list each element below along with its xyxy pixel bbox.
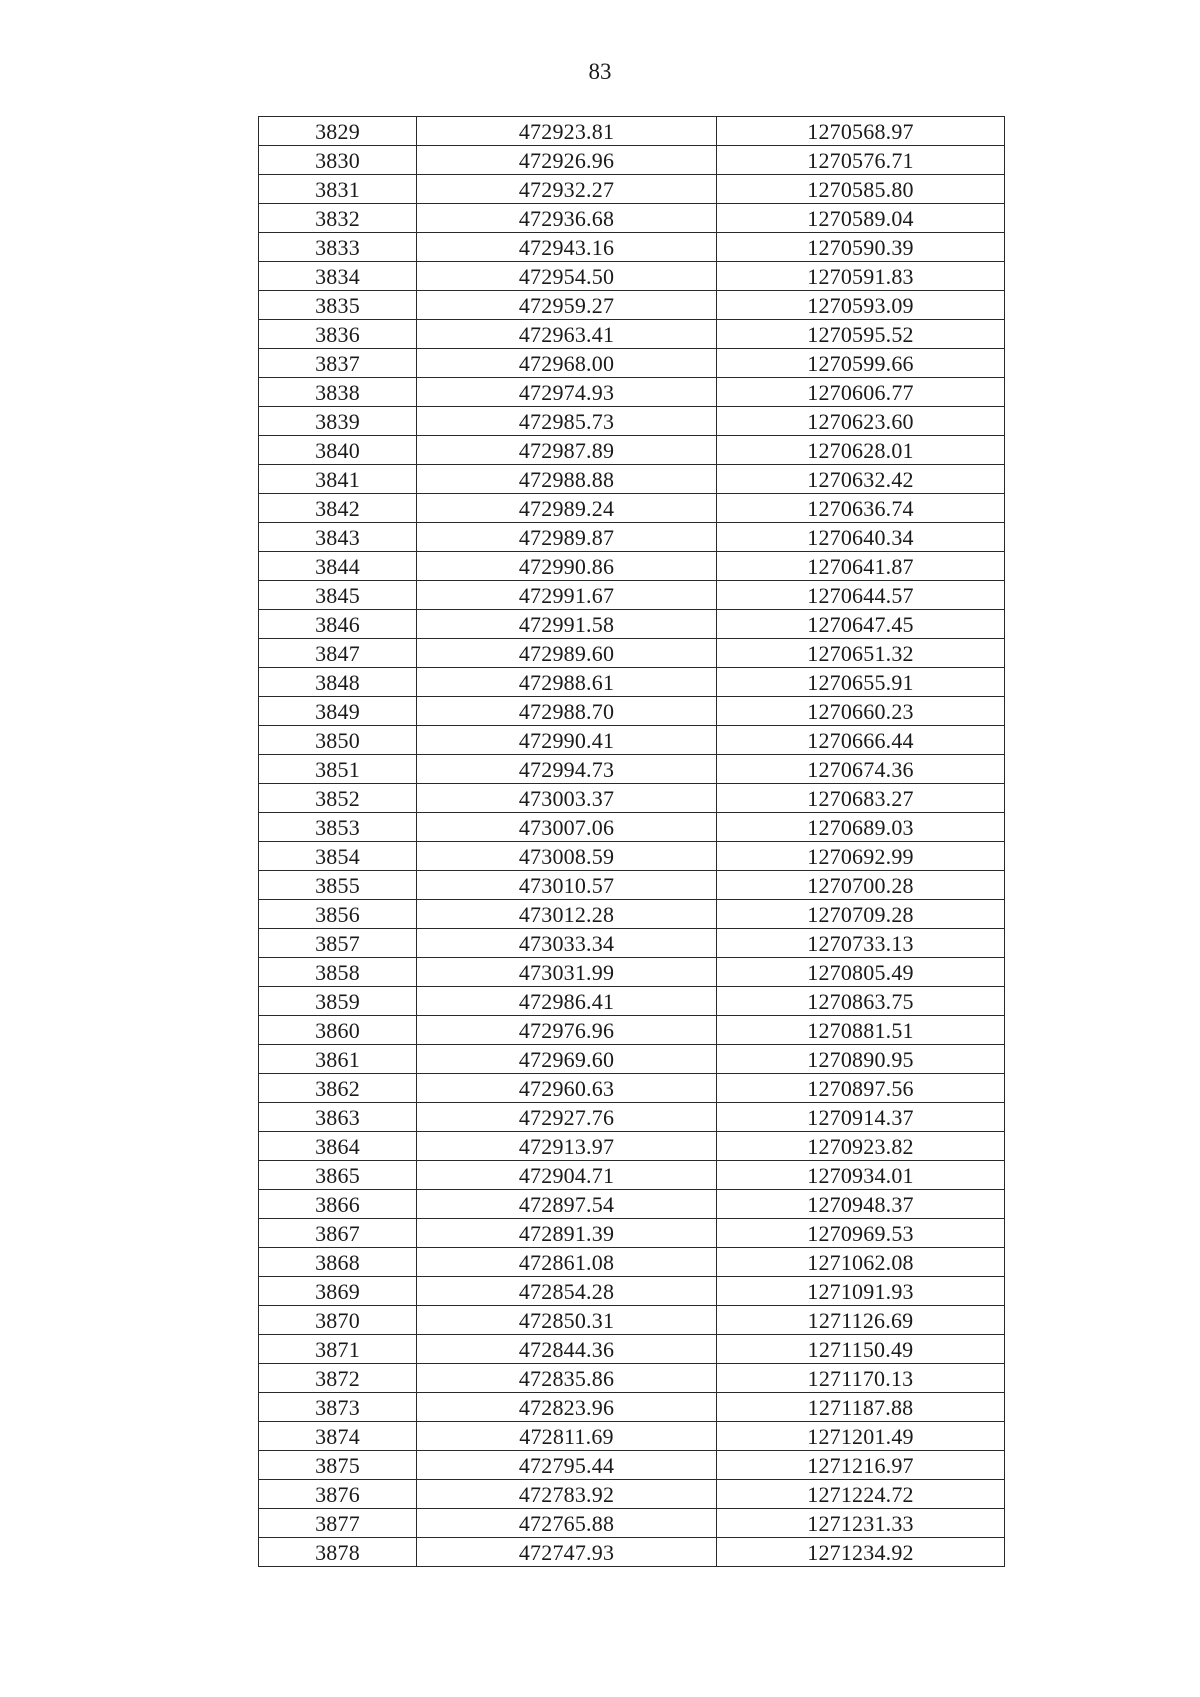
y-coordinate-cell: 1270651.32 <box>717 639 1005 668</box>
x-coordinate-cell: 472988.88 <box>417 465 717 494</box>
x-coordinate-cell: 472954.50 <box>417 262 717 291</box>
table-row <box>259 1451 1005 1480</box>
y-coordinate-cell: 1270591.83 <box>717 262 1005 291</box>
x-coordinate-cell: 472963.41 <box>417 320 717 349</box>
x-coordinate-cell: 472943.16 <box>417 233 717 262</box>
table-row <box>259 262 1005 291</box>
point-number-cell: 3830 <box>259 146 417 175</box>
point-number-cell: 3854 <box>259 842 417 871</box>
point-number-cell: 3865 <box>259 1161 417 1190</box>
table-row <box>259 900 1005 929</box>
y-coordinate-cell: 1270969.53 <box>717 1219 1005 1248</box>
table-row <box>259 784 1005 813</box>
x-coordinate-cell: 473012.28 <box>417 900 717 929</box>
point-number-cell: 3846 <box>259 610 417 639</box>
point-number-cell: 3843 <box>259 523 417 552</box>
y-coordinate-cell: 1270640.34 <box>717 523 1005 552</box>
x-coordinate-cell: 473008.59 <box>417 842 717 871</box>
y-coordinate-cell: 1270593.09 <box>717 291 1005 320</box>
point-number-cell: 3861 <box>259 1045 417 1074</box>
point-number-cell: 3868 <box>259 1248 417 1277</box>
point-number-cell: 3833 <box>259 233 417 262</box>
table-row <box>259 842 1005 871</box>
x-coordinate-cell: 472926.96 <box>417 146 717 175</box>
x-coordinate-cell: 473003.37 <box>417 784 717 813</box>
y-coordinate-cell: 1270700.28 <box>717 871 1005 900</box>
y-coordinate-cell: 1270674.36 <box>717 755 1005 784</box>
table-row <box>259 291 1005 320</box>
y-coordinate-cell: 1270585.80 <box>717 175 1005 204</box>
table-row <box>259 552 1005 581</box>
table-row <box>259 1422 1005 1451</box>
point-number-cell: 3858 <box>259 958 417 987</box>
x-coordinate-cell: 472795.44 <box>417 1451 717 1480</box>
table-row <box>259 436 1005 465</box>
x-coordinate-cell: 472991.67 <box>417 581 717 610</box>
table-row <box>259 1219 1005 1248</box>
point-number-cell: 3834 <box>259 262 417 291</box>
table-row <box>259 204 1005 233</box>
point-number-cell: 3870 <box>259 1306 417 1335</box>
point-number-cell: 3871 <box>259 1335 417 1364</box>
y-coordinate-cell: 1270890.95 <box>717 1045 1005 1074</box>
y-coordinate-cell: 1270881.51 <box>717 1016 1005 1045</box>
y-coordinate-cell: 1271224.72 <box>717 1480 1005 1509</box>
y-coordinate-cell: 1270689.03 <box>717 813 1005 842</box>
x-coordinate-cell: 473031.99 <box>417 958 717 987</box>
y-coordinate-cell: 1271150.49 <box>717 1335 1005 1364</box>
point-number-cell: 3832 <box>259 204 417 233</box>
table-body <box>259 117 1005 1567</box>
table-row <box>259 1509 1005 1538</box>
y-coordinate-cell: 1270805.49 <box>717 958 1005 987</box>
point-number-cell: 3862 <box>259 1074 417 1103</box>
point-number-cell: 3850 <box>259 726 417 755</box>
table-row <box>259 1074 1005 1103</box>
y-coordinate-cell: 1270595.52 <box>717 320 1005 349</box>
table-row <box>259 523 1005 552</box>
y-coordinate-cell: 1271216.97 <box>717 1451 1005 1480</box>
point-number-cell: 3864 <box>259 1132 417 1161</box>
x-coordinate-cell: 472861.08 <box>417 1248 717 1277</box>
x-coordinate-cell: 472811.69 <box>417 1422 717 1451</box>
table-row <box>259 1103 1005 1132</box>
table-row <box>259 494 1005 523</box>
point-number-cell: 3874 <box>259 1422 417 1451</box>
y-coordinate-cell: 1270666.44 <box>717 726 1005 755</box>
x-coordinate-cell: 472969.60 <box>417 1045 717 1074</box>
table-row <box>259 1132 1005 1161</box>
point-number-cell: 3873 <box>259 1393 417 1422</box>
point-number-cell: 3867 <box>259 1219 417 1248</box>
table-row <box>259 987 1005 1016</box>
point-number-cell: 3869 <box>259 1277 417 1306</box>
x-coordinate-cell: 472904.71 <box>417 1161 717 1190</box>
y-coordinate-cell: 1271231.33 <box>717 1509 1005 1538</box>
point-number-cell: 3856 <box>259 900 417 929</box>
x-coordinate-cell: 472835.86 <box>417 1364 717 1393</box>
point-number-cell: 3859 <box>259 987 417 1016</box>
x-coordinate-cell: 472989.87 <box>417 523 717 552</box>
table-row <box>259 755 1005 784</box>
x-coordinate-cell: 472968.00 <box>417 349 717 378</box>
y-coordinate-cell: 1271091.93 <box>717 1277 1005 1306</box>
point-number-cell: 3841 <box>259 465 417 494</box>
y-coordinate-cell: 1270647.45 <box>717 610 1005 639</box>
table-row <box>259 726 1005 755</box>
x-coordinate-cell: 472927.76 <box>417 1103 717 1132</box>
point-number-cell: 3851 <box>259 755 417 784</box>
x-coordinate-cell: 472765.88 <box>417 1509 717 1538</box>
table-row <box>259 1045 1005 1074</box>
x-coordinate-cell: 473010.57 <box>417 871 717 900</box>
x-coordinate-cell: 472987.89 <box>417 436 717 465</box>
table-row <box>259 871 1005 900</box>
point-number-cell: 3857 <box>259 929 417 958</box>
table-row <box>259 1277 1005 1306</box>
table-row <box>259 407 1005 436</box>
point-number-cell: 3840 <box>259 436 417 465</box>
y-coordinate-cell: 1270923.82 <box>717 1132 1005 1161</box>
x-coordinate-cell: 472960.63 <box>417 1074 717 1103</box>
point-number-cell: 3839 <box>259 407 417 436</box>
point-number-cell: 3878 <box>259 1538 417 1567</box>
x-coordinate-cell: 472986.41 <box>417 987 717 1016</box>
table-row <box>259 349 1005 378</box>
y-coordinate-cell: 1271170.13 <box>717 1364 1005 1393</box>
point-number-cell: 3838 <box>259 378 417 407</box>
x-coordinate-cell: 472747.93 <box>417 1538 717 1567</box>
y-coordinate-cell: 1270897.56 <box>717 1074 1005 1103</box>
table-row <box>259 1538 1005 1567</box>
point-number-cell: 3831 <box>259 175 417 204</box>
y-coordinate-cell: 1271187.88 <box>717 1393 1005 1422</box>
point-number-cell: 3855 <box>259 871 417 900</box>
point-number-cell: 3866 <box>259 1190 417 1219</box>
x-coordinate-cell: 472936.68 <box>417 204 717 233</box>
point-number-cell: 3837 <box>259 349 417 378</box>
page-number: 83 <box>588 59 612 84</box>
y-coordinate-cell: 1270934.01 <box>717 1161 1005 1190</box>
table-row <box>259 1190 1005 1219</box>
x-coordinate-cell: 472844.36 <box>417 1335 717 1364</box>
point-number-cell: 3877 <box>259 1509 417 1538</box>
x-coordinate-cell: 472823.96 <box>417 1393 717 1422</box>
x-coordinate-cell: 472783.92 <box>417 1480 717 1509</box>
y-coordinate-cell: 1270636.74 <box>717 494 1005 523</box>
coordinates-table <box>258 116 1005 1567</box>
y-coordinate-cell: 1270632.42 <box>717 465 1005 494</box>
point-number-cell: 3844 <box>259 552 417 581</box>
point-number-cell: 3875 <box>259 1451 417 1480</box>
x-coordinate-cell: 472976.96 <box>417 1016 717 1045</box>
point-number-cell: 3872 <box>259 1364 417 1393</box>
y-coordinate-cell: 1270733.13 <box>717 929 1005 958</box>
x-coordinate-cell: 472897.54 <box>417 1190 717 1219</box>
y-coordinate-cell: 1270644.57 <box>717 581 1005 610</box>
table-row <box>259 639 1005 668</box>
x-coordinate-cell: 472990.86 <box>417 552 717 581</box>
x-coordinate-cell: 473033.34 <box>417 929 717 958</box>
table-row <box>259 1335 1005 1364</box>
y-coordinate-cell: 1270599.66 <box>717 349 1005 378</box>
y-coordinate-cell: 1270692.99 <box>717 842 1005 871</box>
table-row <box>259 465 1005 494</box>
table-row <box>259 1364 1005 1393</box>
point-number-cell: 3836 <box>259 320 417 349</box>
point-number-cell: 3863 <box>259 1103 417 1132</box>
x-coordinate-cell: 472991.58 <box>417 610 717 639</box>
y-coordinate-cell: 1270660.23 <box>717 697 1005 726</box>
y-coordinate-cell: 1270655.91 <box>717 668 1005 697</box>
x-coordinate-cell: 472959.27 <box>417 291 717 320</box>
table-row <box>259 117 1005 146</box>
x-coordinate-cell: 472989.60 <box>417 639 717 668</box>
y-coordinate-cell: 1270863.75 <box>717 987 1005 1016</box>
y-coordinate-cell: 1270576.71 <box>717 146 1005 175</box>
x-coordinate-cell: 472932.27 <box>417 175 717 204</box>
x-coordinate-cell: 473007.06 <box>417 813 717 842</box>
y-coordinate-cell: 1270568.97 <box>717 117 1005 146</box>
y-coordinate-cell: 1270589.04 <box>717 204 1005 233</box>
x-coordinate-cell: 472854.28 <box>417 1277 717 1306</box>
y-coordinate-cell: 1270683.27 <box>717 784 1005 813</box>
table-row <box>259 697 1005 726</box>
x-coordinate-cell: 472985.73 <box>417 407 717 436</box>
x-coordinate-cell: 472989.24 <box>417 494 717 523</box>
x-coordinate-cell: 472850.31 <box>417 1306 717 1335</box>
x-coordinate-cell: 472988.70 <box>417 697 717 726</box>
y-coordinate-cell: 1270948.37 <box>717 1190 1005 1219</box>
table-row <box>259 1480 1005 1509</box>
table-row <box>259 1248 1005 1277</box>
table-row <box>259 233 1005 262</box>
table-row <box>259 175 1005 204</box>
table-row <box>259 958 1005 987</box>
table-row <box>259 1016 1005 1045</box>
y-coordinate-cell: 1270628.01 <box>717 436 1005 465</box>
y-coordinate-cell: 1270590.39 <box>717 233 1005 262</box>
y-coordinate-cell: 1270623.60 <box>717 407 1005 436</box>
y-coordinate-cell: 1271201.49 <box>717 1422 1005 1451</box>
point-number-cell: 3842 <box>259 494 417 523</box>
x-coordinate-cell: 472891.39 <box>417 1219 717 1248</box>
x-coordinate-cell: 472974.93 <box>417 378 717 407</box>
y-coordinate-cell: 1270709.28 <box>717 900 1005 929</box>
point-number-cell: 3848 <box>259 668 417 697</box>
point-number-cell: 3849 <box>259 697 417 726</box>
table-row <box>259 581 1005 610</box>
table-row <box>259 813 1005 842</box>
table-row <box>259 1393 1005 1422</box>
y-coordinate-cell: 1271234.92 <box>717 1538 1005 1567</box>
point-number-cell: 3853 <box>259 813 417 842</box>
table-row <box>259 610 1005 639</box>
y-coordinate-cell: 1270606.77 <box>717 378 1005 407</box>
y-coordinate-cell: 1271062.08 <box>717 1248 1005 1277</box>
y-coordinate-cell: 1270914.37 <box>717 1103 1005 1132</box>
table-row <box>259 668 1005 697</box>
point-number-cell: 3876 <box>259 1480 417 1509</box>
table-row <box>259 320 1005 349</box>
x-coordinate-cell: 472988.61 <box>417 668 717 697</box>
point-number-cell: 3835 <box>259 291 417 320</box>
table-row <box>259 146 1005 175</box>
point-number-cell: 3847 <box>259 639 417 668</box>
point-number-cell: 3845 <box>259 581 417 610</box>
x-coordinate-cell: 472990.41 <box>417 726 717 755</box>
x-coordinate-cell: 472994.73 <box>417 755 717 784</box>
table-row <box>259 929 1005 958</box>
table-row <box>259 1306 1005 1335</box>
x-coordinate-cell: 472923.81 <box>417 117 717 146</box>
table-row <box>259 378 1005 407</box>
x-coordinate-cell: 472913.97 <box>417 1132 717 1161</box>
y-coordinate-cell: 1271126.69 <box>717 1306 1005 1335</box>
y-coordinate-cell: 1270641.87 <box>717 552 1005 581</box>
point-number-cell: 3860 <box>259 1016 417 1045</box>
point-number-cell: 3829 <box>259 117 417 146</box>
point-number-cell: 3852 <box>259 784 417 813</box>
table-row <box>259 1161 1005 1190</box>
